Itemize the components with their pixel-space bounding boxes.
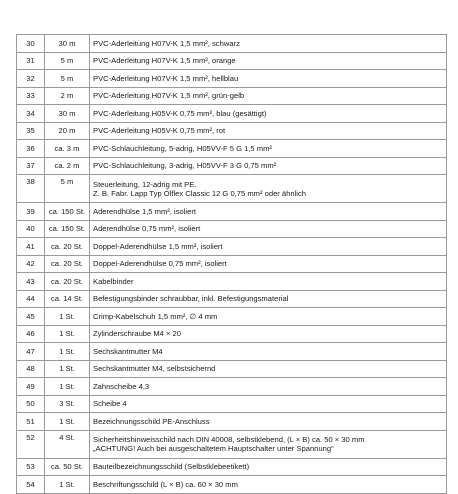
description-cell xyxy=(90,413,447,431)
description-cell xyxy=(90,122,447,140)
quantity-cell: ca. 150 St. xyxy=(45,220,90,238)
description-cell xyxy=(90,255,447,273)
item-number-cell: 50 xyxy=(17,395,45,413)
description-cell xyxy=(90,157,447,175)
table-row xyxy=(17,70,447,88)
table-row xyxy=(17,430,447,458)
description-cell xyxy=(90,360,447,378)
item-number-cell: 35 xyxy=(17,122,45,140)
quantity-cell: ca. 20 St. xyxy=(45,255,90,273)
table-row xyxy=(17,52,447,70)
description-line: PVC-Schlauchleitung, 3-adrig, H05VV-F 3 G 0,75 mm² xyxy=(93,161,277,171)
description-cell xyxy=(90,140,447,158)
table-row xyxy=(17,325,447,343)
description-cell xyxy=(90,203,447,221)
description-line: Doppel-Aderendhülse 1,5 mm², isoliert xyxy=(93,241,223,251)
item-number-cell: 47 xyxy=(17,343,45,361)
description-line: PVC-Aderleitung H07V-K 1,5 mm², schwarz xyxy=(93,38,240,48)
quantity-cell: ca. 2 m xyxy=(45,157,90,175)
table-row xyxy=(17,378,447,396)
quantity-cell: 5 m xyxy=(45,52,90,70)
description-line: PVC-Aderleitung H07V-K 1,5 mm², orange xyxy=(93,56,236,66)
quantity-cell: ca. 14 St. xyxy=(45,290,90,308)
item-number-cell: 45 xyxy=(17,308,45,326)
item-number-cell: 38 xyxy=(17,175,45,203)
description-cell xyxy=(90,220,447,238)
description-cell xyxy=(90,273,447,291)
table-row xyxy=(17,87,447,105)
table-row xyxy=(17,395,447,413)
description-cell xyxy=(90,378,447,396)
table-row xyxy=(17,290,447,308)
table-row xyxy=(17,157,447,175)
table-row xyxy=(17,413,447,431)
table-row xyxy=(17,35,447,53)
quantity-cell: 1 St. xyxy=(45,360,90,378)
quantity-cell: ca. 50 St. xyxy=(45,458,90,476)
item-number-cell: 52 xyxy=(17,430,45,458)
description-line: PVC-Aderleitung H07V-K 1,5 mm², hellblau xyxy=(93,73,239,83)
quantity-cell: 4 St. xyxy=(45,430,90,458)
description-cell xyxy=(90,458,447,476)
description-cell xyxy=(90,105,447,123)
item-number-cell: 48 xyxy=(17,360,45,378)
description-cell xyxy=(90,52,447,70)
parts-list-table xyxy=(16,34,447,494)
table-row xyxy=(17,343,447,361)
item-number-cell: 42 xyxy=(17,255,45,273)
table-row xyxy=(17,203,447,221)
table-row xyxy=(17,458,447,476)
description-line: Crimp-Kabelschuh 1,5 mm², ∅ 4 mm xyxy=(93,311,218,321)
description-cell xyxy=(90,395,447,413)
description-line: Befestigungsbinder schraubbar, inkl. Befestigungsmaterial xyxy=(93,294,289,304)
description-line: Aderendhülse 1,5 mm², isoliert xyxy=(93,206,196,216)
item-number-cell: 40 xyxy=(17,220,45,238)
quantity-cell: 20 m xyxy=(45,122,90,140)
item-number-cell: 30 xyxy=(17,35,45,53)
quantity-cell: 30 m xyxy=(45,105,90,123)
description-line: Steuerleitung, 12-adrig mit PE. xyxy=(93,179,197,189)
description-line: Zahnscheibe 4,3 xyxy=(93,381,150,391)
item-number-cell: 31 xyxy=(17,52,45,70)
description-line: Sicherheitshinweisschild nach DIN 40008, selbstklebend, (L × B) ca. 50 × 30 mm xyxy=(93,435,365,444)
description-line: PVC-Schlauchleitung, 5-adrig, H05VV-F 5 G 1,5 mm² xyxy=(93,143,272,153)
description-line: Zylinderschraube M4 × 20 xyxy=(93,329,182,339)
quantity-cell: 1 St. xyxy=(45,325,90,343)
quantity-cell: 1 St. xyxy=(45,476,90,494)
description-cell xyxy=(90,290,447,308)
item-number-cell: 32 xyxy=(17,70,45,88)
description-cell xyxy=(90,325,447,343)
item-number-cell: 36 xyxy=(17,140,45,158)
item-number-cell: 51 xyxy=(17,413,45,431)
description-cell xyxy=(90,343,447,361)
parts-list-body xyxy=(17,35,447,494)
quantity-cell: ca. 20 St. xyxy=(45,273,90,291)
quantity-cell: 5 m xyxy=(45,175,90,203)
item-number-cell: 49 xyxy=(17,378,45,396)
description-line: Aderendhülse 0,75 mm², isoliert xyxy=(93,224,201,234)
table-row xyxy=(17,175,447,203)
description-line: PVC-Aderleitung H05V-K 0,75 mm², blau (gesättigt) xyxy=(93,108,267,118)
description-cell xyxy=(90,35,447,53)
description-line: Sechskantmutter M4, selbstsichernd xyxy=(93,364,216,374)
table-row xyxy=(17,308,447,326)
item-number-cell: 39 xyxy=(17,203,45,221)
description-cell xyxy=(90,175,447,203)
description-line: PVC-Aderleitung H05V-K 0,75 mm², rot xyxy=(93,126,226,136)
description-line: Z. B. Fabr. Lapp Typ Ölflex Classic 12 G 0,75 mm² oder ähnlich xyxy=(93,188,306,198)
table-row xyxy=(17,122,447,140)
item-number-cell: 37 xyxy=(17,157,45,175)
description-cell xyxy=(90,308,447,326)
description-line: PVC-Aderleitung H07V-K 1,5 mm², grün-gelb xyxy=(93,91,245,101)
description-cell xyxy=(90,87,447,105)
item-number-cell: 46 xyxy=(17,325,45,343)
description-line: Scheibe 4 xyxy=(93,399,127,409)
table-row xyxy=(17,238,447,256)
table-row xyxy=(17,140,447,158)
quantity-cell: 5 m xyxy=(45,70,90,88)
quantity-cell: 30 m xyxy=(45,35,90,53)
description-cell xyxy=(90,476,447,494)
description-line: „ACHTUNG! Auch bei ausgeschaltetem Hauptschalter unter Spannung“ xyxy=(93,444,334,453)
item-number-cell: 33 xyxy=(17,87,45,105)
quantity-cell: 1 St. xyxy=(45,378,90,396)
item-number-cell: 34 xyxy=(17,105,45,123)
description-line: Sechskantmutter M4 xyxy=(93,346,163,356)
table-row xyxy=(17,273,447,291)
quantity-cell: 1 St. xyxy=(45,413,90,431)
description-line: Doppel-Aderendhülse 0,75 mm², isoliert xyxy=(93,259,227,269)
quantity-cell: ca. 150 St. xyxy=(45,203,90,221)
quantity-cell: 2 m xyxy=(45,87,90,105)
table-row xyxy=(17,476,447,494)
item-number-cell: 43 xyxy=(17,273,45,291)
description-cell xyxy=(90,238,447,256)
table-row xyxy=(17,105,447,123)
item-number-cell: 41 xyxy=(17,238,45,256)
quantity-cell: ca. 20 St. xyxy=(45,238,90,256)
item-number-cell: 54 xyxy=(17,476,45,494)
table-row xyxy=(17,255,447,273)
description-cell xyxy=(90,430,447,458)
description-line: Beschriftungsschild (L × B) ca. 60 × 30 mm xyxy=(93,479,238,489)
table-row xyxy=(17,360,447,378)
quantity-cell: ca. 3 m xyxy=(45,140,90,158)
description-line: Bauteilbezeichnungsschild (Selbstklebeetikett) xyxy=(93,462,250,472)
quantity-cell: 3 St. xyxy=(45,395,90,413)
item-number-cell: 53 xyxy=(17,458,45,476)
description-cell xyxy=(90,70,447,88)
item-number-cell: 44 xyxy=(17,290,45,308)
quantity-cell: 1 St. xyxy=(45,343,90,361)
quantity-cell: 1 St. xyxy=(45,308,90,326)
description-line: Bezeichnungsschild PE-Anschluss xyxy=(93,416,210,426)
table-row xyxy=(17,220,447,238)
description-line: Kabelbinder xyxy=(93,276,134,286)
